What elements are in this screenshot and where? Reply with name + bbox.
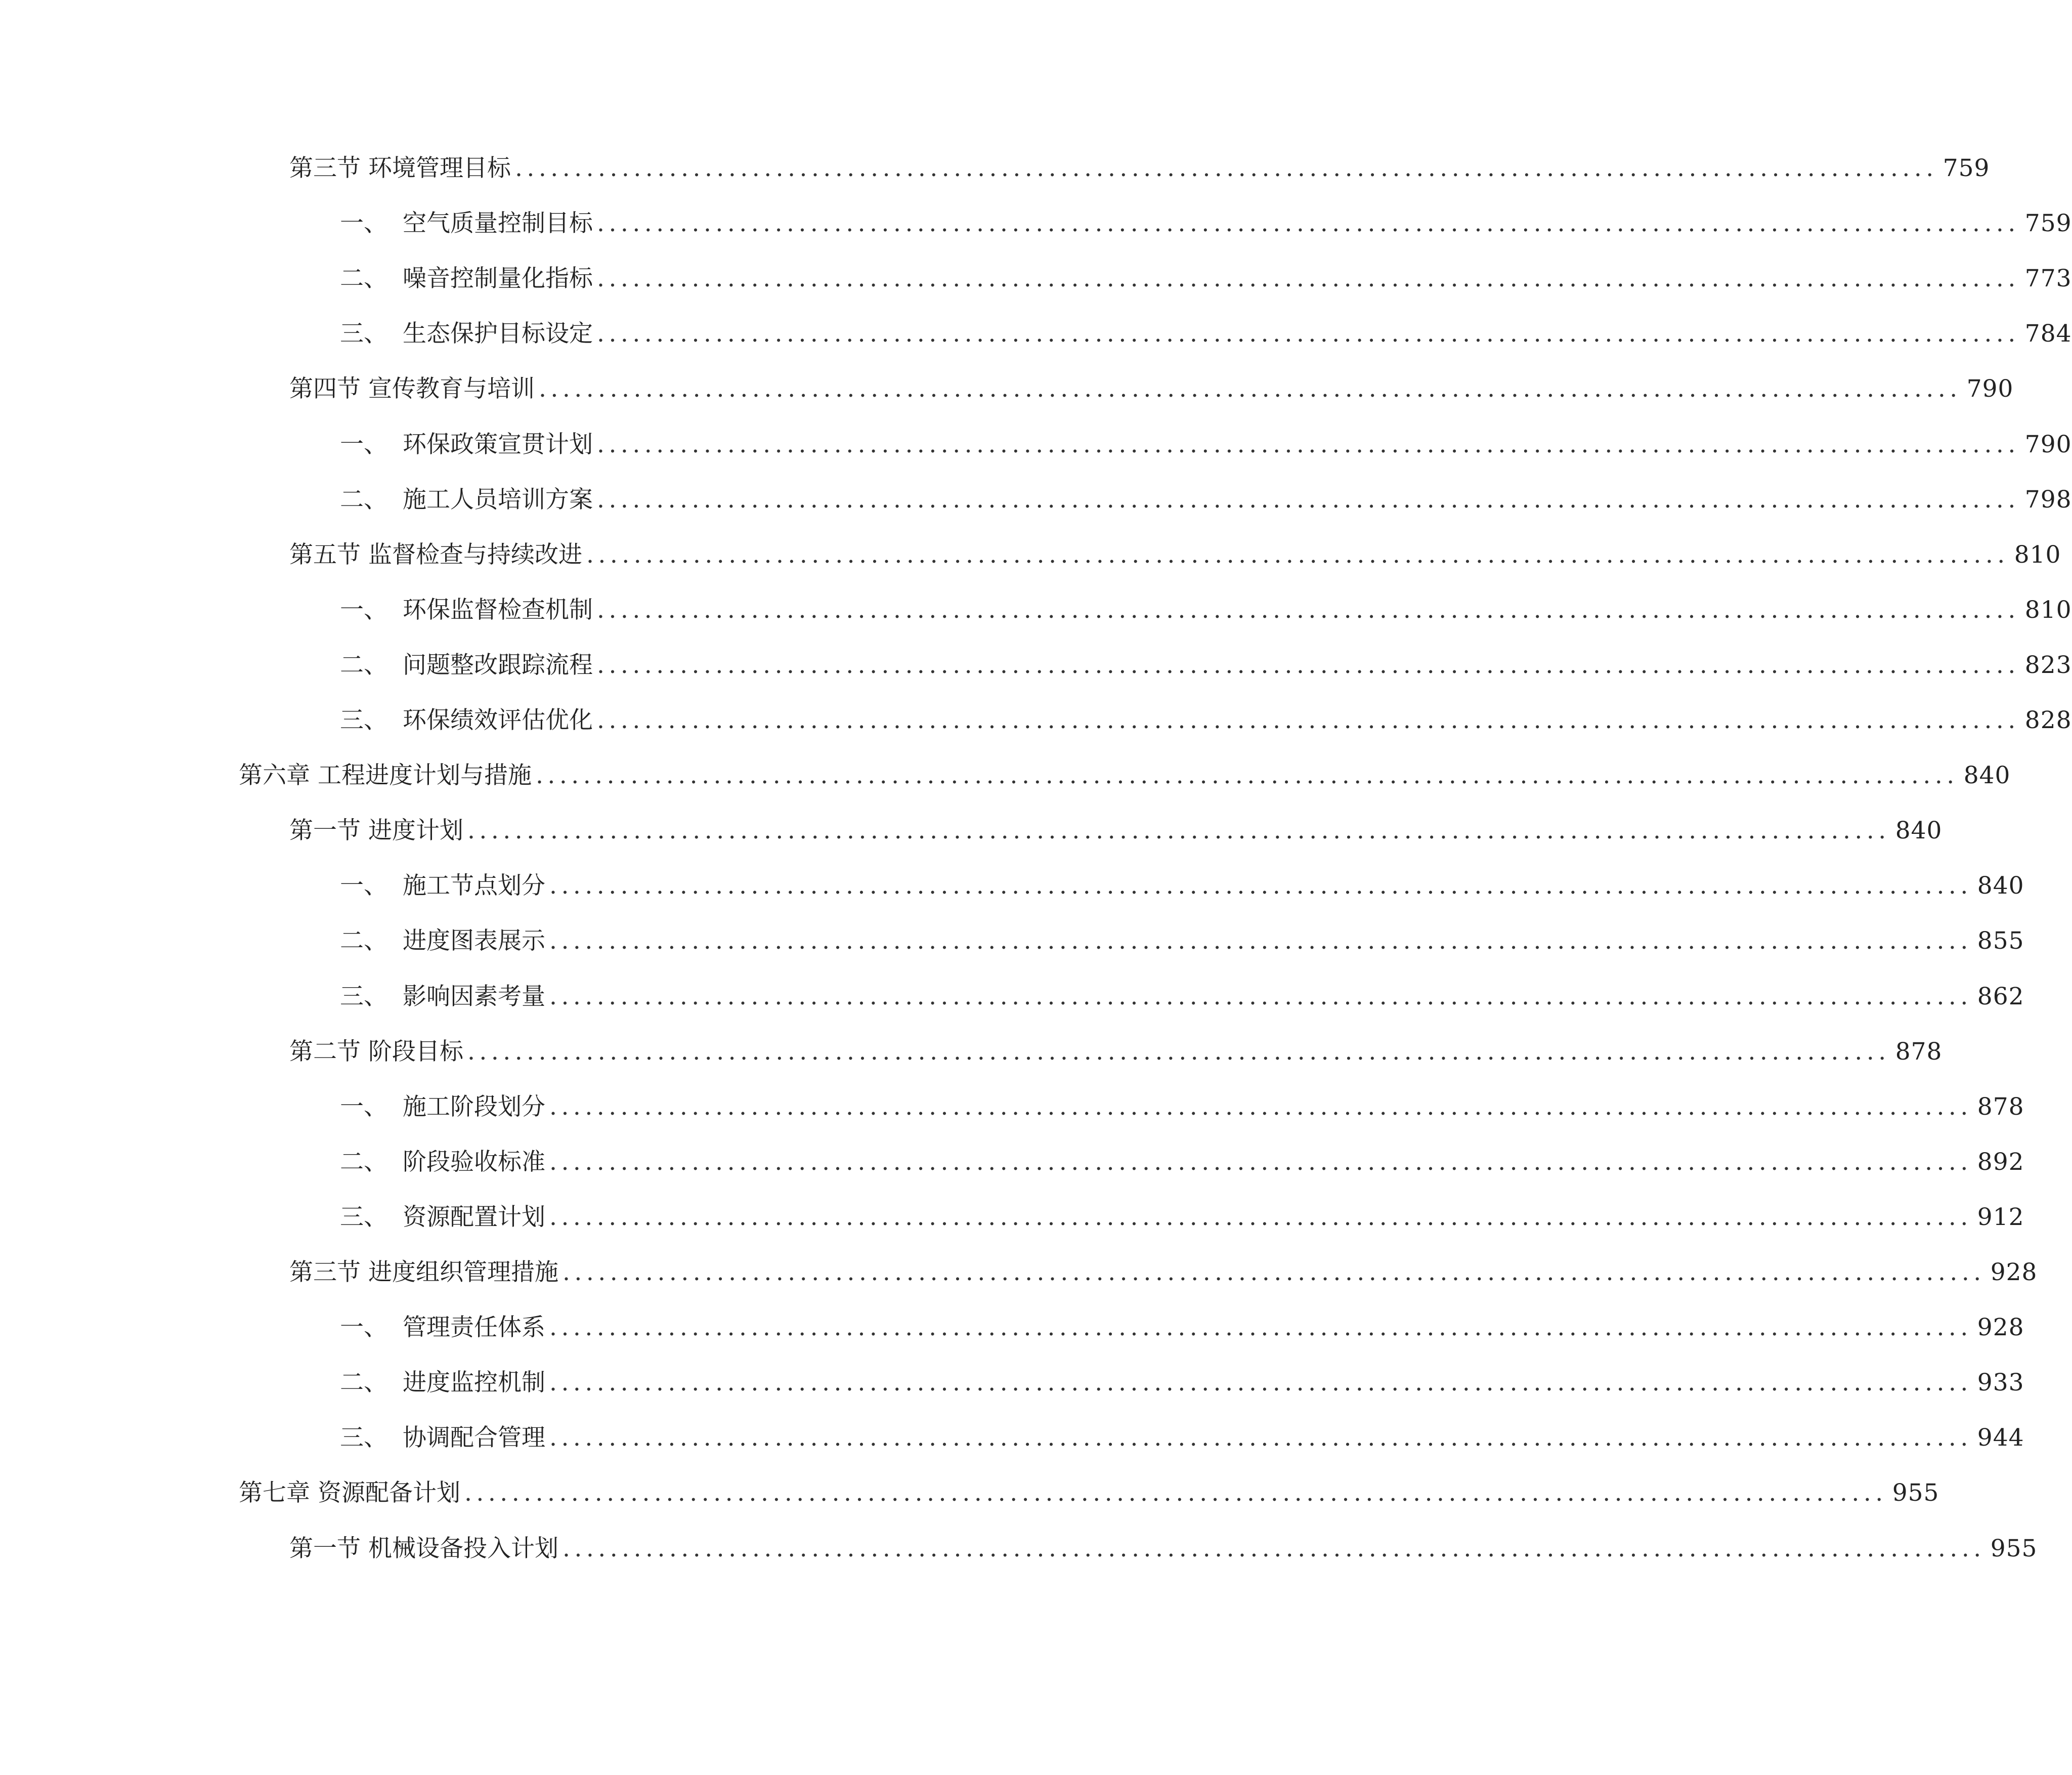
toc-entry-number: 二、 — [340, 1148, 387, 1176]
toc-entry-page-number: 862 — [1977, 983, 2024, 1010]
toc-entry[interactable] — [239, 1470, 1939, 1516]
toc-entry[interactable] — [289, 366, 2014, 412]
toc-entry[interactable] — [340, 1415, 2024, 1461]
toc-entry-title: 噪音控制量化指标 — [403, 265, 593, 292]
dot-leader: ........................................................................................................................ — [549, 1203, 1972, 1231]
toc-entry-title: 影响因素考量 — [403, 983, 545, 1010]
toc-entry-title: 环保监督检查机制 — [403, 596, 593, 624]
toc-entry-page-number: 823 — [2024, 651, 2072, 679]
toc-entry-title: 环保政策宣贯计划 — [403, 431, 593, 458]
toc-entry-page-number: 928 — [1990, 1258, 2038, 1286]
dot-leader: ........................................................................................................................ — [549, 872, 1972, 900]
toc-entry-page-number: 810 — [2024, 596, 2072, 624]
dot-leader: ........................................................................................................................ — [562, 1258, 1985, 1286]
toc-entry-number: 三、 — [340, 983, 387, 1010]
toc-entry-number: 一、 — [340, 872, 387, 900]
toc-entry-title: 施工节点划分 — [403, 872, 545, 900]
toc-entry-page-number: 798 — [2024, 486, 2072, 514]
dot-leader: ........................................................................................................................ — [514, 154, 1938, 182]
toc-entry-title: 空气质量控制目标 — [403, 209, 593, 237]
dot-leader: ........................................................................................................................ — [597, 706, 2020, 734]
toc-entry[interactable] — [340, 643, 2072, 688]
toc-entry[interactable] — [340, 1195, 2024, 1240]
dot-leader: ........................................................................................................................ — [549, 1424, 1972, 1452]
toc-entry-title: 资源配置计划 — [403, 1203, 545, 1231]
toc-entry-number: 二、 — [340, 651, 387, 679]
dot-leader: ........................................................................................................................ — [467, 1038, 1890, 1066]
toc-entry-number: 三、 — [340, 320, 387, 348]
toc-entry[interactable] — [340, 587, 2072, 633]
toc-entry-title: 第一节 机械设备投入计划 — [289, 1535, 558, 1562]
toc-entry-number: 三、 — [340, 1203, 387, 1231]
toc-entry-page-number: 955 — [1892, 1479, 1939, 1507]
toc-entry[interactable] — [340, 256, 2072, 302]
toc-entry-page-number: 828 — [2024, 706, 2072, 734]
toc-entry-title: 第二节 阶段目标 — [289, 1038, 463, 1066]
toc-entry-number: 二、 — [340, 265, 387, 292]
toc-entry[interactable] — [340, 1139, 2024, 1185]
dot-leader: ........................................................................................................................ — [597, 596, 2020, 624]
toc-entry-number: 二、 — [340, 1369, 387, 1397]
toc-entry[interactable] — [340, 974, 2024, 1020]
toc-entry[interactable] — [289, 1526, 2038, 1572]
toc-entry[interactable] — [289, 532, 2061, 578]
toc-entry-title: 第五节 监督检查与持续改进 — [289, 541, 582, 569]
toc-entry[interactable] — [289, 146, 1990, 191]
toc-entry[interactable] — [340, 422, 2072, 468]
toc-entry-title: 第七章 资源配备计划 — [239, 1479, 460, 1507]
toc-entry[interactable] — [289, 808, 1942, 854]
toc-entry[interactable] — [340, 918, 2024, 964]
dot-leader: ........................................................................................................................ — [467, 817, 1890, 844]
toc-entry-title: 生态保护目标设定 — [403, 320, 593, 348]
toc-entry-page-number: 855 — [1977, 927, 2024, 955]
toc-entry-number: 三、 — [340, 706, 387, 734]
toc-entry[interactable] — [340, 477, 2072, 523]
toc-entry-page-number: 790 — [1966, 375, 2014, 403]
toc-entry-page-number: 784 — [2024, 320, 2072, 348]
dot-leader: ........................................................................................................................ — [538, 375, 1962, 403]
toc-entry-page-number: 912 — [1977, 1203, 2024, 1231]
toc-entry-page-number: 810 — [2014, 541, 2061, 569]
toc-entry-title: 第三节 环境管理目标 — [289, 154, 511, 182]
toc-entry[interactable] — [289, 1029, 1942, 1075]
toc-entry-number: 一、 — [340, 1314, 387, 1341]
toc-entry-page-number: 928 — [1977, 1314, 2024, 1341]
toc-entry[interactable] — [340, 311, 2072, 357]
dot-leader: ........................................................................................................................ — [549, 1093, 1972, 1121]
dot-leader: ........................................................................................................................ — [597, 431, 2020, 458]
dot-leader: ........................................................................................................................ — [597, 209, 2020, 237]
toc-entry-page-number: 840 — [1895, 817, 1942, 844]
toc-entry-number: 一、 — [340, 209, 387, 237]
toc-entry-title: 施工阶段划分 — [403, 1093, 545, 1121]
toc-entry-number: 一、 — [340, 1093, 387, 1121]
dot-leader: ........................................................................................................................ — [562, 1535, 1985, 1562]
toc-entry[interactable] — [340, 1084, 2024, 1130]
toc-entry-title: 进度图表展示 — [403, 927, 545, 955]
toc-entry-page-number: 878 — [1895, 1038, 1942, 1066]
dot-leader: ........................................................................................................................ — [549, 927, 1972, 955]
dot-leader: ........................................................................................................................ — [535, 762, 1959, 789]
toc-entry-page-number: 944 — [1977, 1424, 2024, 1452]
toc-entry-title: 第六章 工程进度计划与措施 — [239, 762, 532, 789]
toc-entry-title: 第一节 进度计划 — [289, 817, 463, 844]
toc-entry[interactable] — [340, 863, 2024, 909]
toc-entry-page-number: 955 — [1990, 1535, 2038, 1562]
dot-leader: ........................................................................................................................ — [597, 320, 2020, 348]
toc-entry-page-number: 759 — [2024, 209, 2072, 237]
toc-entry-title: 第四节 宣传教育与培训 — [289, 375, 535, 403]
toc-entry-page-number: 840 — [1963, 762, 2011, 789]
toc-entry-title: 问题整改跟踪流程 — [403, 651, 593, 679]
toc-entry-page-number: 840 — [1977, 872, 2024, 900]
dot-leader: ........................................................................................................................ — [597, 265, 2020, 292]
toc-entry-page-number: 790 — [2024, 431, 2072, 458]
toc-entry-page-number: 892 — [1977, 1148, 2024, 1176]
toc-entry[interactable] — [340, 201, 2072, 246]
toc-entry[interactable] — [340, 698, 2072, 743]
dot-leader: ........................................................................................................................ — [549, 1369, 1972, 1397]
toc-entry-number: 二、 — [340, 927, 387, 955]
toc-entry-page-number: 759 — [1942, 154, 1990, 182]
toc-entry-title: 第三节 进度组织管理措施 — [289, 1258, 558, 1286]
dot-leader: ........................................................................................................................ — [549, 983, 1972, 1010]
toc-entry[interactable] — [289, 1250, 2038, 1295]
toc-entry-title: 环保绩效评估优化 — [403, 706, 593, 734]
toc-entry[interactable] — [340, 1360, 2024, 1406]
toc-entry-title: 协调配合管理 — [403, 1424, 545, 1452]
dot-leader: ........................................................................................................................ — [597, 486, 2020, 514]
toc-entry-number: 三、 — [340, 1424, 387, 1452]
toc-entry-number: 一、 — [340, 431, 387, 458]
toc-entry[interactable] — [340, 1305, 2024, 1350]
dot-leader: ........................................................................................................................ — [597, 651, 2020, 679]
toc-entry-title: 施工人员培训方案 — [403, 486, 593, 514]
toc-entry-title: 管理责任体系 — [403, 1314, 545, 1341]
toc-entry-title: 阶段验收标准 — [403, 1148, 545, 1176]
dot-leader: ........................................................................................................................ — [586, 541, 2009, 569]
toc-entry[interactable] — [239, 753, 2011, 798]
toc-entry-page-number: 878 — [1977, 1093, 2024, 1121]
toc-entry-title: 进度监控机制 — [403, 1369, 545, 1397]
toc-entry-page-number: 933 — [1977, 1369, 2024, 1397]
dot-leader: ........................................................................................................................ — [549, 1148, 1972, 1176]
dot-leader: ........................................................................................................................ — [464, 1479, 1887, 1507]
dot-leader: ........................................................................................................................ — [549, 1314, 1972, 1341]
toc-entry-number: 一、 — [340, 596, 387, 624]
toc-entry-page-number: 773 — [2024, 265, 2072, 292]
toc-entry-number: 二、 — [340, 486, 387, 514]
